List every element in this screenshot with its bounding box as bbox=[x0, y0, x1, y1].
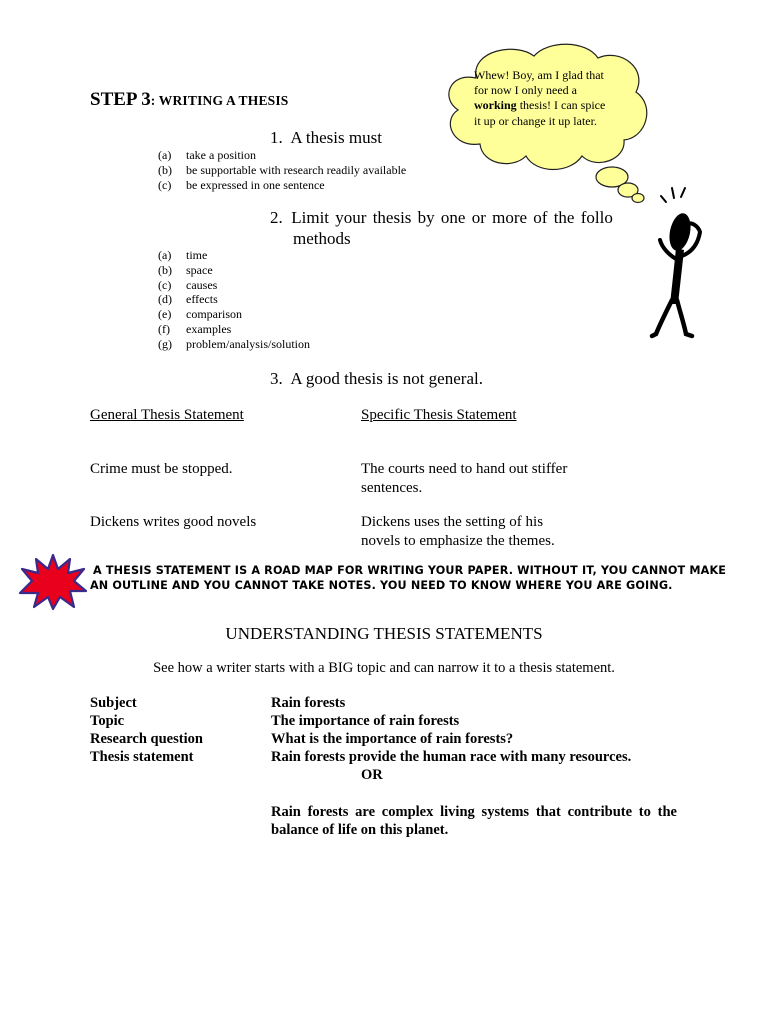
point-2-heading bbox=[270, 208, 613, 228]
point-3-number: 3. bbox=[270, 369, 283, 388]
list-letter: (f) bbox=[158, 321, 170, 336]
row-value: Rain forests provide the human race with many resources. bbox=[271, 749, 632, 765]
list-letter: (a) bbox=[158, 248, 172, 262]
note-line: AN OUTLINE AND YOU CANNOT TAKE NOTES. YOU NEED TO KNOW WHERE YOU ARE GOING. bbox=[90, 579, 673, 592]
list-letter: (g) bbox=[158, 336, 172, 351]
point-2-text-line1: Limit your thesis by one or more of the follo bbox=[291, 208, 613, 227]
point-2-number: 2. bbox=[270, 208, 283, 227]
point-1-text: A thesis must bbox=[290, 128, 382, 147]
point-2-heading-line2: methods bbox=[293, 229, 351, 248]
step-subtitle: : WRITING A THESIS bbox=[150, 93, 289, 108]
list-text: comparison bbox=[186, 307, 242, 322]
row-label: Thesis statement bbox=[90, 749, 194, 765]
list-text: be supportable with research readily available bbox=[186, 162, 407, 177]
list-text: space bbox=[186, 262, 213, 277]
list-letter: (d) bbox=[158, 292, 172, 307]
list-item bbox=[158, 148, 406, 163]
bubble-text-part: thesis! I can spice it up or change it up later. bbox=[474, 98, 606, 128]
list-item bbox=[158, 163, 406, 178]
list-letter: (e) bbox=[158, 307, 172, 322]
thesis-road-map-note bbox=[90, 563, 727, 593]
step-number: STEP 3 bbox=[90, 89, 151, 110]
row-value: What is the importance of rain forests? bbox=[271, 731, 514, 747]
list-letter: (b) bbox=[158, 162, 172, 177]
specific-statement-line: sentences. bbox=[361, 480, 423, 496]
list-text: time bbox=[186, 248, 208, 262]
specific-header: Specific Thesis Statement bbox=[361, 407, 517, 423]
list-letter: (c) bbox=[158, 277, 172, 292]
list-text: problem/analysis/solution bbox=[186, 336, 310, 351]
point-3-heading bbox=[270, 369, 483, 389]
point-1-number: 1. bbox=[270, 128, 283, 147]
list-item bbox=[158, 263, 310, 278]
specific-statement-line: Dickens uses the setting of his bbox=[361, 514, 544, 530]
row-label: Subject bbox=[90, 695, 137, 711]
point-1-heading bbox=[270, 128, 382, 148]
alternative-thesis: Rain forests are complex living systems that contribute to the balance of life on this planet. bbox=[271, 804, 677, 838]
list-letter: (c) bbox=[158, 177, 172, 192]
list-item bbox=[158, 278, 310, 293]
list-item bbox=[158, 178, 406, 193]
section-intro: See how a writer starts with a BIG topic and can narrow it to a thesis statement. bbox=[153, 660, 615, 676]
bubble-text-part: Whew! Boy, am I glad that for now I only need a bbox=[474, 68, 604, 98]
list-text: be expressed in one sentence bbox=[186, 177, 325, 192]
note-line: A THESIS STATEMENT IS A ROAD MAP FOR WRITING YOUR PAPER. WITHOUT IT, YOU CANNOT MAKE bbox=[93, 564, 727, 577]
list-text: examples bbox=[186, 321, 232, 336]
point-1-list bbox=[158, 148, 406, 192]
row-label: Research question bbox=[90, 731, 203, 747]
starburst-icon bbox=[18, 553, 88, 611]
point-3-text: A good thesis is not general. bbox=[290, 369, 483, 388]
or-separator: OR bbox=[361, 767, 383, 783]
general-header: General Thesis Statement bbox=[90, 407, 244, 423]
list-item bbox=[158, 248, 310, 263]
bubble-text bbox=[474, 68, 614, 129]
row-value: Rain forests bbox=[271, 695, 346, 711]
bubble-text-bold: working bbox=[474, 98, 517, 113]
specific-statement bbox=[361, 460, 567, 498]
list-letter: (b) bbox=[158, 262, 172, 277]
list-text: effects bbox=[186, 292, 218, 307]
general-statement: Dickens writes good novels bbox=[90, 514, 257, 530]
list-item bbox=[158, 307, 310, 322]
list-item bbox=[158, 322, 310, 337]
general-statement: Crime must be stopped. bbox=[90, 461, 233, 477]
step-title bbox=[90, 89, 289, 111]
list-item bbox=[158, 292, 310, 307]
list-letter: (a) bbox=[158, 148, 172, 162]
list-text: causes bbox=[186, 277, 218, 292]
section-title: UNDERSTANDING THESIS STATEMENTS bbox=[225, 624, 543, 643]
list-item bbox=[158, 337, 310, 352]
list-text: take a position bbox=[186, 148, 256, 162]
row-label: Topic bbox=[90, 713, 125, 729]
stick-figure-icon bbox=[648, 186, 708, 342]
row-value: The importance of rain forests bbox=[271, 713, 460, 729]
specific-statement bbox=[361, 513, 555, 551]
point-2-list bbox=[158, 248, 310, 352]
specific-statement-line: novels to emphasize the themes. bbox=[361, 533, 555, 549]
specific-statement-line: The courts need to hand out stiffer bbox=[361, 461, 568, 477]
